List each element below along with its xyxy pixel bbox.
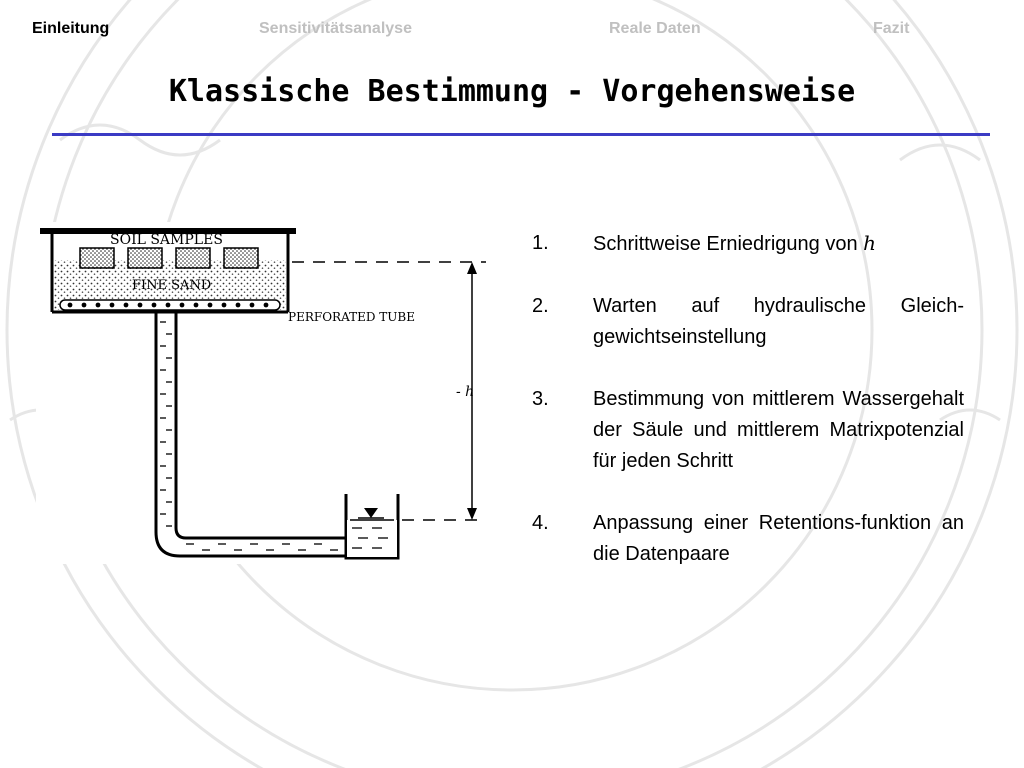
nav-item-reale-daten[interactable]: Reale Daten	[609, 20, 701, 37]
list-item	[532, 228, 964, 260]
nav-item-sensitivitaetsanalyse[interactable]: Sensitivitätsanalyse	[259, 20, 412, 37]
fine-sand-label: FINE SAND	[132, 278, 212, 293]
nav-item-fazit[interactable]: Fazit	[873, 20, 910, 37]
step-text: Anpassung einer Retentions-funktion an die Datenpaare	[593, 512, 964, 565]
height-label: - h	[456, 384, 475, 400]
step-number: 2.	[532, 295, 549, 317]
step-text: Bestimmung von mittlerem Wassergehalt der Säule und mittlerem Matrixpotenzial für jeden Schritt	[593, 388, 964, 472]
section-nav	[0, 20, 1024, 44]
title-divider	[52, 133, 990, 136]
procedure-steps	[532, 228, 964, 601]
variable-h: h	[863, 231, 877, 255]
soil-sample	[80, 248, 114, 268]
perforated-tube-label: PERFORATED TUBE	[288, 310, 415, 324]
list-item	[532, 384, 964, 477]
soil-sample	[176, 248, 210, 268]
soil-samples-label: SOIL SAMPLES	[110, 232, 223, 248]
soil-sample	[128, 248, 162, 268]
water-level-marker-icon	[364, 508, 378, 518]
list-item	[532, 291, 964, 353]
soil-sample	[224, 248, 258, 268]
step-text: Schrittweise Erniedrigung von	[593, 233, 864, 255]
nav-item-einleitung[interactable]: Einleitung	[32, 20, 110, 37]
step-number: 1.	[532, 232, 549, 254]
step-number: 4.	[532, 512, 549, 534]
page-title: Klassische Bestimmung - Vorgehensweise	[168, 74, 856, 109]
step-text: Warten auf hydraulische Gleich-gewichtseinstellung	[593, 295, 964, 348]
water-tube	[156, 312, 348, 556]
step-number: 3.	[532, 388, 549, 410]
hanging-water-column-figure	[36, 222, 506, 564]
list-item	[532, 508, 964, 570]
